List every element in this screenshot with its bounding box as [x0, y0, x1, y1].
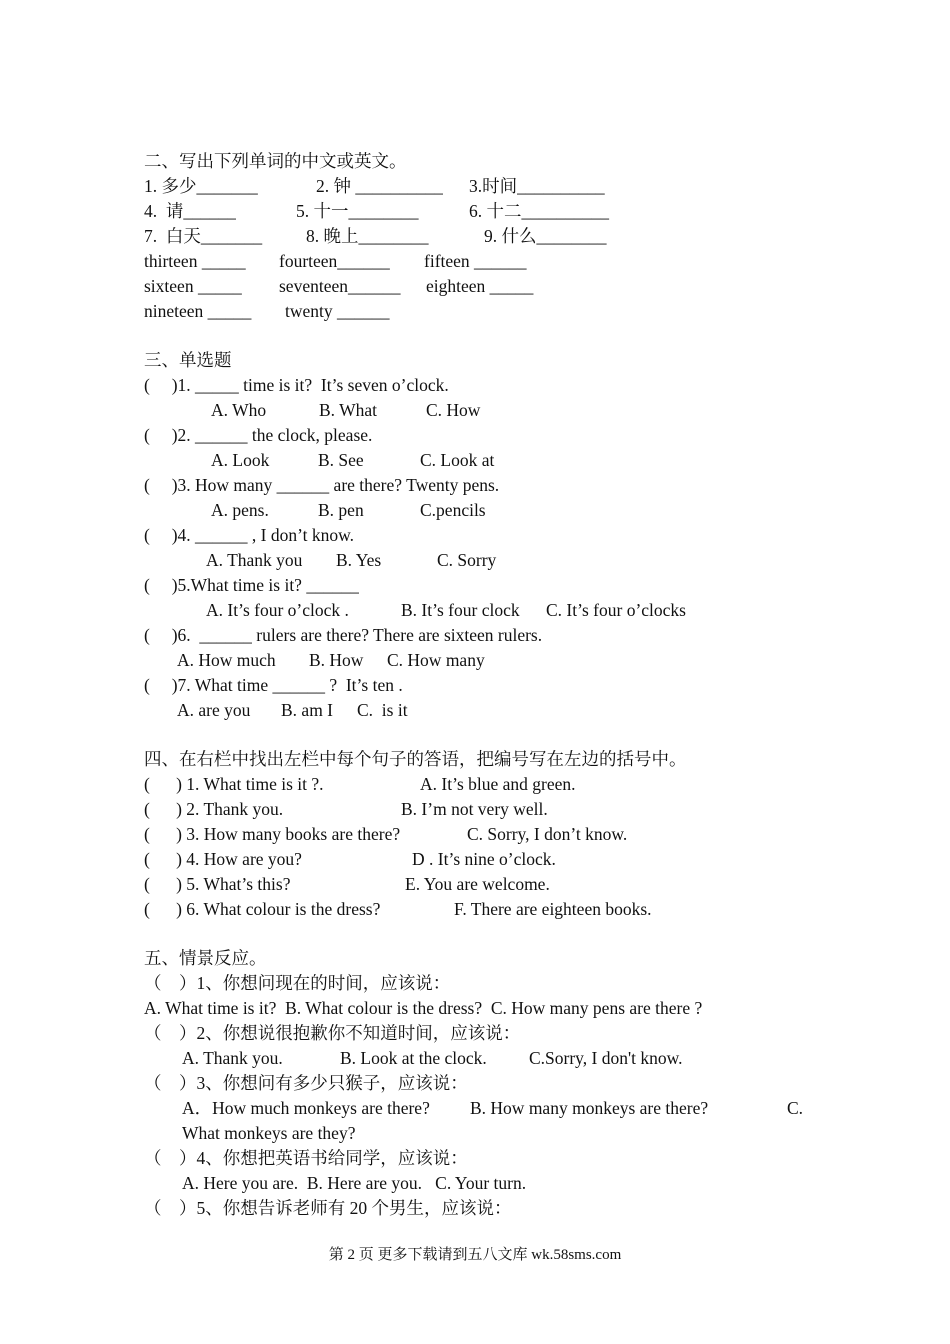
word-item: 9. 什么________: [484, 226, 607, 246]
match-answer: E. You are welcome.: [405, 874, 550, 894]
page-footer: 第 2 页 更多下载请到五八文库 wk.58sms.com: [328, 1247, 622, 1263]
option: C. Look at: [420, 450, 495, 470]
word-item: 2. 钟 __________: [316, 176, 443, 196]
section-5-title: 五、情景反应。: [144, 948, 267, 968]
question: ( )4. ______ , I don’t know.: [144, 525, 354, 545]
option: A. How much: [177, 650, 276, 670]
option-line: A. What time is it? B. What colour is the dress? C. How many pens are there ?: [144, 998, 703, 1018]
match-question: ( ) 4. How are you?: [144, 849, 302, 869]
question: ( )7. What time ______ ? It’s ten .: [144, 675, 403, 695]
option: B. Yes: [336, 550, 382, 570]
option: A. Who: [211, 400, 267, 420]
option: C. Sorry: [437, 550, 497, 570]
word-item: twenty ______: [285, 301, 390, 321]
option: B. pen: [318, 500, 364, 520]
question: （ ）5、你想告诉老师有 20 个男生，应该说：: [144, 1198, 512, 1218]
word-item: 7. 白天_______: [144, 226, 263, 246]
option: A. It’s four o’clock .: [206, 600, 349, 620]
question: ( )3. How many ______ are there? Twenty pens.: [144, 475, 500, 495]
option: A. Thank you: [206, 550, 303, 570]
question: （ ）2、你想说很抱歉你不知道时间，应该说：: [144, 1023, 521, 1043]
option: C. It’s four o’clocks: [546, 600, 686, 620]
word-item: thirteen _____: [144, 251, 246, 271]
option: C. is it: [357, 700, 408, 720]
word-item: sixteen _____: [144, 276, 242, 296]
word-item: 5. 十一________: [296, 201, 419, 221]
question: ( )5.What time is it? ______: [144, 575, 359, 595]
word-item: 3.时间__________: [469, 176, 605, 196]
option: C. How many: [387, 650, 485, 670]
word-item: 8. 晚上________: [306, 226, 429, 246]
question: ( )2. ______ the clock, please.: [144, 425, 373, 445]
option: A. Thank you.: [182, 1048, 283, 1068]
match-question: ( ) 1. What time is it ?.: [144, 774, 324, 794]
match-answer: B. I’m not very well.: [401, 799, 548, 819]
match-question: ( ) 2. Thank you.: [144, 799, 284, 819]
option: B. What: [319, 400, 378, 420]
option: B. See: [318, 450, 364, 470]
question: （ ）4、你想把英语书给同学，应该说：: [144, 1148, 468, 1168]
match-answer: C. Sorry, I don’t know.: [467, 824, 628, 844]
question: ( )1. _____ time is it? It’s seven o’clock.: [144, 375, 449, 395]
option: C.Sorry, I don't know.: [529, 1048, 683, 1068]
option: C.pencils: [420, 500, 486, 520]
option-line: A. Here you are. B. Here are you. C. Your turn.: [182, 1173, 527, 1193]
word-item: fifteen ______: [424, 251, 527, 271]
option: A. are you: [177, 700, 251, 720]
option: A．How much monkeys are there?: [182, 1098, 430, 1118]
question: （ ）3、你想问有多少只猴子，应该说：: [144, 1073, 468, 1093]
word-item: 6. 十二__________: [469, 201, 609, 221]
section-3-title: 三、单选题: [144, 350, 232, 370]
word-item: nineteen _____: [144, 301, 252, 321]
word-item: seventeen______: [279, 276, 401, 296]
option: C.: [787, 1098, 804, 1118]
option-continued: What monkeys are they?: [182, 1123, 356, 1143]
option: A. pens.: [211, 500, 269, 520]
section-4-title: 四、在右栏中找出左栏中每个句子的答语，把编号写在左边的括号中。: [144, 749, 687, 769]
match-answer: A. It’s blue and green.: [420, 774, 576, 794]
section-2-title: 二、写出下列单词的中文或英文。: [144, 151, 407, 171]
option: C. How: [426, 400, 481, 420]
option: A. Look: [211, 450, 270, 470]
question: ( )6. ______ rulers are there? There are sixteen rulers.: [144, 625, 543, 645]
option: B. Look at the clock.: [340, 1048, 487, 1068]
question: （ ）1、你想问现在的时间，应该说：: [144, 973, 451, 993]
word-item: eighteen _____: [426, 276, 534, 296]
match-question: ( ) 5. What’s this?: [144, 874, 291, 894]
match-answer: D . It’s nine o’clock.: [412, 849, 556, 869]
option: B. It’s four clock: [401, 600, 520, 620]
option: B. How: [309, 650, 364, 670]
word-item: 1. 多少_______: [144, 176, 258, 196]
option: B. am I: [281, 700, 334, 720]
match-question: ( ) 6. What colour is the dress?: [144, 899, 381, 919]
word-item: fourteen______: [279, 251, 390, 271]
match-answer: F. There are eighteen books.: [454, 899, 652, 919]
match-question: ( ) 3. How many books are there?: [144, 824, 401, 844]
option: B. How many monkeys are there?: [470, 1098, 709, 1118]
word-item: 4. 请______: [144, 201, 236, 221]
